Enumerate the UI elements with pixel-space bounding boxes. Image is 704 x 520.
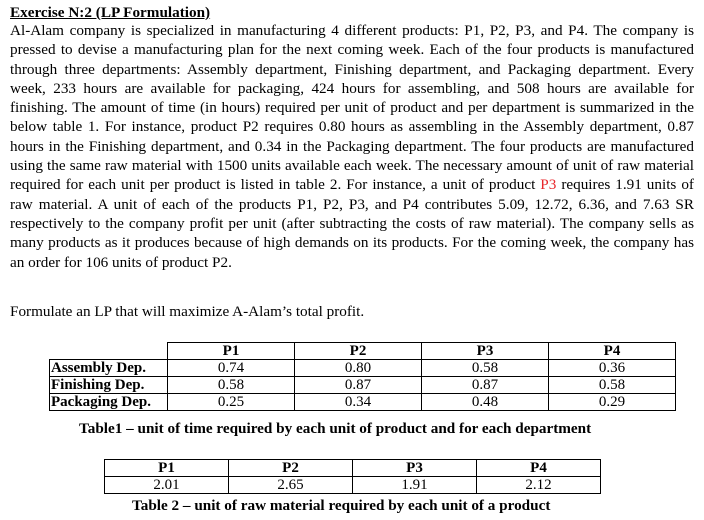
table-row [105, 477, 601, 494]
exercise-title: Exercise N:2 (LP Formulation) [10, 4, 211, 21]
table-row [50, 360, 676, 377]
time-table-header-row [50, 343, 676, 360]
time-table-corner [50, 343, 168, 360]
table-cell: 0.36 [549, 360, 676, 377]
problem-text-part-1: Al-Alam company is specialized in manufacturing 4 different products: P1, P2, P3, and P4. The company is pressed to devise a manufacturing plan for the next coming week. Each of the four products is manufactured through three departments: Assembly department, Finishing department, and Packaging department. Every week, 233 hours are available for packaging, 424 hours for assembling, and 508 hours are available for finishing. The amount of time (in hours) required per unit of product and per department is summarized in the below table 1. For instance, product P2 requires 0.80 hours as assembling in the Assembly department, 0.87 hours in the Finishing department, and 0.34 in the Packaging department. The four products are manufactured using the same raw material with 1500 units available each week. The necessary amount of unit of raw material required for each unit per product is listed in table 2. For instance, a unit of product [10, 22, 694, 194]
problem-statement [10, 21, 694, 272]
instruction: Formulate an LP that will maximize A-Alam’s total profit. [10, 303, 365, 320]
table-cell: 0.58 [168, 377, 295, 394]
table-cell: 0.87 [422, 377, 549, 394]
raw-material-header-p3: P3 [353, 460, 477, 477]
table-cell: 0.29 [549, 394, 676, 411]
table-cell: 2.65 [229, 477, 353, 494]
table-cell: 0.80 [295, 360, 422, 377]
table-row [50, 377, 676, 394]
row-label-packaging: Packaging Dep. [50, 394, 168, 411]
raw-material-header-row [105, 460, 601, 477]
raw-material-table [104, 459, 601, 494]
highlighted-product: P3 [540, 176, 557, 194]
table-cell: 0.74 [168, 360, 295, 377]
time-table-header-p3: P3 [422, 343, 549, 360]
problem-text-part-2: requires 1.91 units of raw material. A unit of each of the products P1, P2, P3, and P4 contributes 5.09, 12.72, 6.36, and 7.63 SR respectively to the company profit per unit (after subtracting the costs of raw material). The company sells as many products as it produces because of high demands on its products. For the coming week, the company has an order for 106 units of product P2. [10, 176, 694, 271]
table-cell: 0.48 [422, 394, 549, 411]
raw-material-header-p2: P2 [229, 460, 353, 477]
raw-material-table-caption: Table 2 – unit of raw material required by each unit of a product [132, 497, 551, 514]
row-label-finishing: Finishing Dep. [50, 377, 168, 394]
table-cell: 2.12 [477, 477, 601, 494]
table-cell: 0.25 [168, 394, 295, 411]
table-cell: 0.34 [295, 394, 422, 411]
time-table-header-p4: P4 [549, 343, 676, 360]
table-cell: 2.01 [105, 477, 229, 494]
time-table [49, 342, 676, 411]
table-cell: 1.91 [353, 477, 477, 494]
table-cell: 0.58 [422, 360, 549, 377]
time-table-header-p1: P1 [168, 343, 295, 360]
time-table-caption: Table1 – unit of time required by each unit of product and for each department [79, 420, 592, 437]
row-label-assembly: Assembly Dep. [50, 360, 168, 377]
raw-material-header-p4: P4 [477, 460, 601, 477]
table-cell: 0.58 [549, 377, 676, 394]
table-cell: 0.87 [295, 377, 422, 394]
raw-material-header-p1: P1 [105, 460, 229, 477]
table-row [50, 394, 676, 411]
time-table-header-p2: P2 [295, 343, 422, 360]
